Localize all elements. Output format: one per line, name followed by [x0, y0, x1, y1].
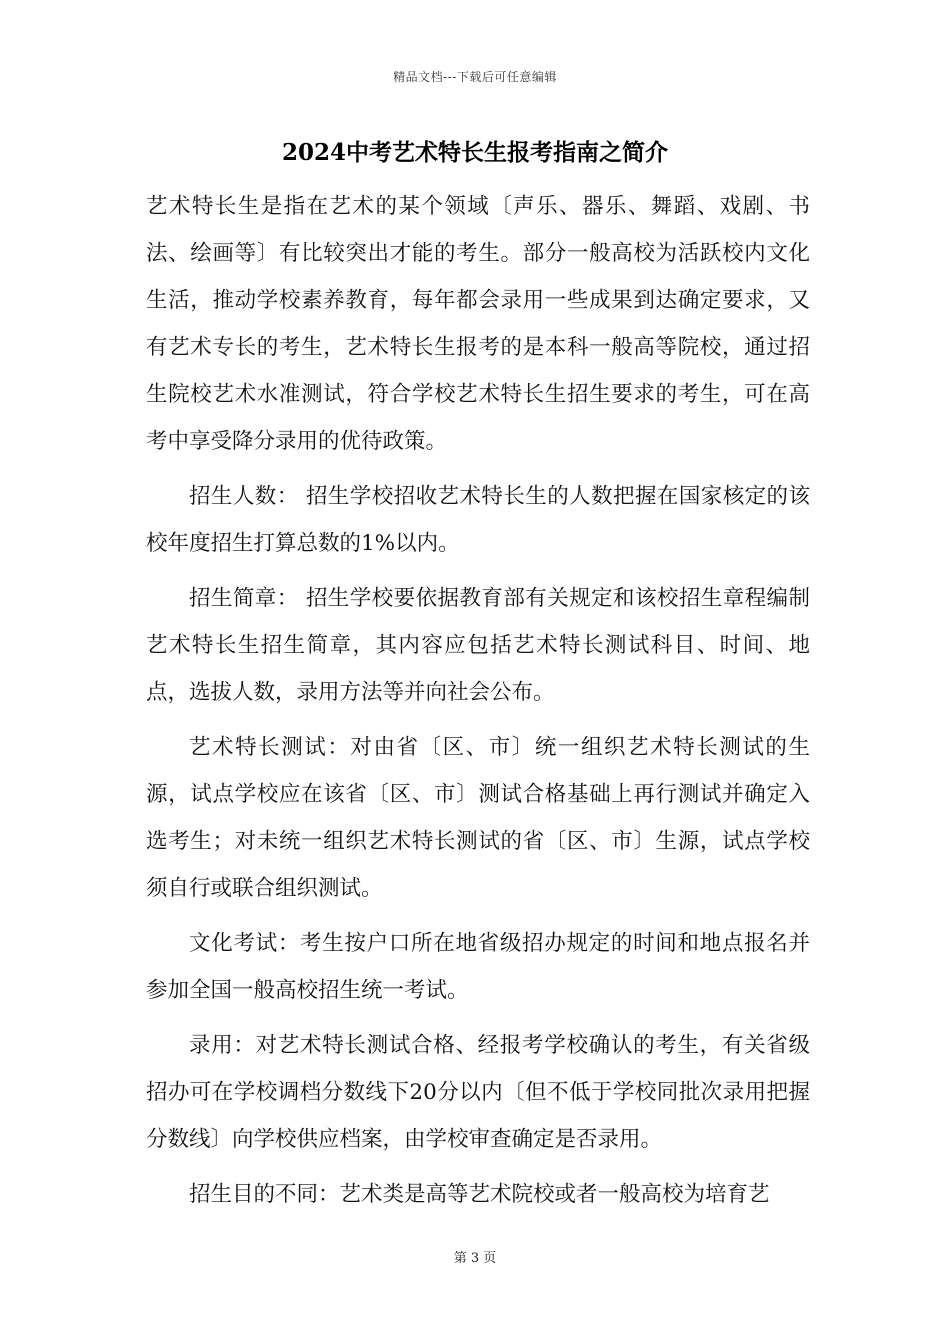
paragraph-art-test: 艺术特长测试：对由省〔区、市〕统一组织艺术特长测试的生源，试点学校应在该省〔区、市〕测试合格基础上再行测试并确定入选考生；对未统一组织艺术特长测试的省〔区、市〕生源，试点学校须自行或联合组织测试。: [146, 735, 810, 901]
paragraph-enrollment-number: 招生人数： 招生学校招收艺术特长生的人数把握在国家核定的该校年度招生打算总数的1%以内。: [146, 484, 810, 556]
paragraph-admission-brochure: 招生简章： 招生学校要依据教育部有关规定和该校招生章程编制艺术特长生招生简章，其内容应包括艺术特长测试科目、时间、地点，选拔人数，录用方法等并向社会公布。: [146, 586, 810, 705]
page-header: 精品文档---下载后可任意编辑: [393, 70, 557, 84]
page-number: 第 3 页: [453, 1251, 497, 1266]
document-body: [146, 183, 810, 1226]
document-title: 2024中考艺术特长生报考指南之简介: [281, 139, 668, 166]
paragraph-intro: 艺术特长生是指在艺术的某个领域〔声乐、器乐、舞蹈、戏剧、书法、绘画等〕有比较突出才能的考生。部分一般高校为活跃校内文化生活，推动学校素养教育，每年都会录用一些成果到达确定要求，又有艺术专长的考生，艺术特长生报考的是本科一般高等院校，通过招生院校艺术水准测试，符合学校艺术特长生招生要求的考生，可在高考中享受降分录用的优待政策。: [146, 194, 810, 454]
paragraph-purpose: 招生目的不同：艺术类是高等艺术院校或者一般高校为培育艺: [189, 1182, 770, 1207]
paragraph-admission: 录用：对艺术特长测试合格、经报考学校确认的考生，有关省级招办可在学校调档分数线下20分以内〔但不低于学校同批次录用把握分数线〕向学校供应档案，由学校审查确定是否录用。: [146, 1033, 810, 1152]
paragraph-cultural-exam: 文化考试：考生按户口所在地省级招办规定的时间和地点报名并参加全国一般高校招生统一考试。: [146, 931, 810, 1003]
